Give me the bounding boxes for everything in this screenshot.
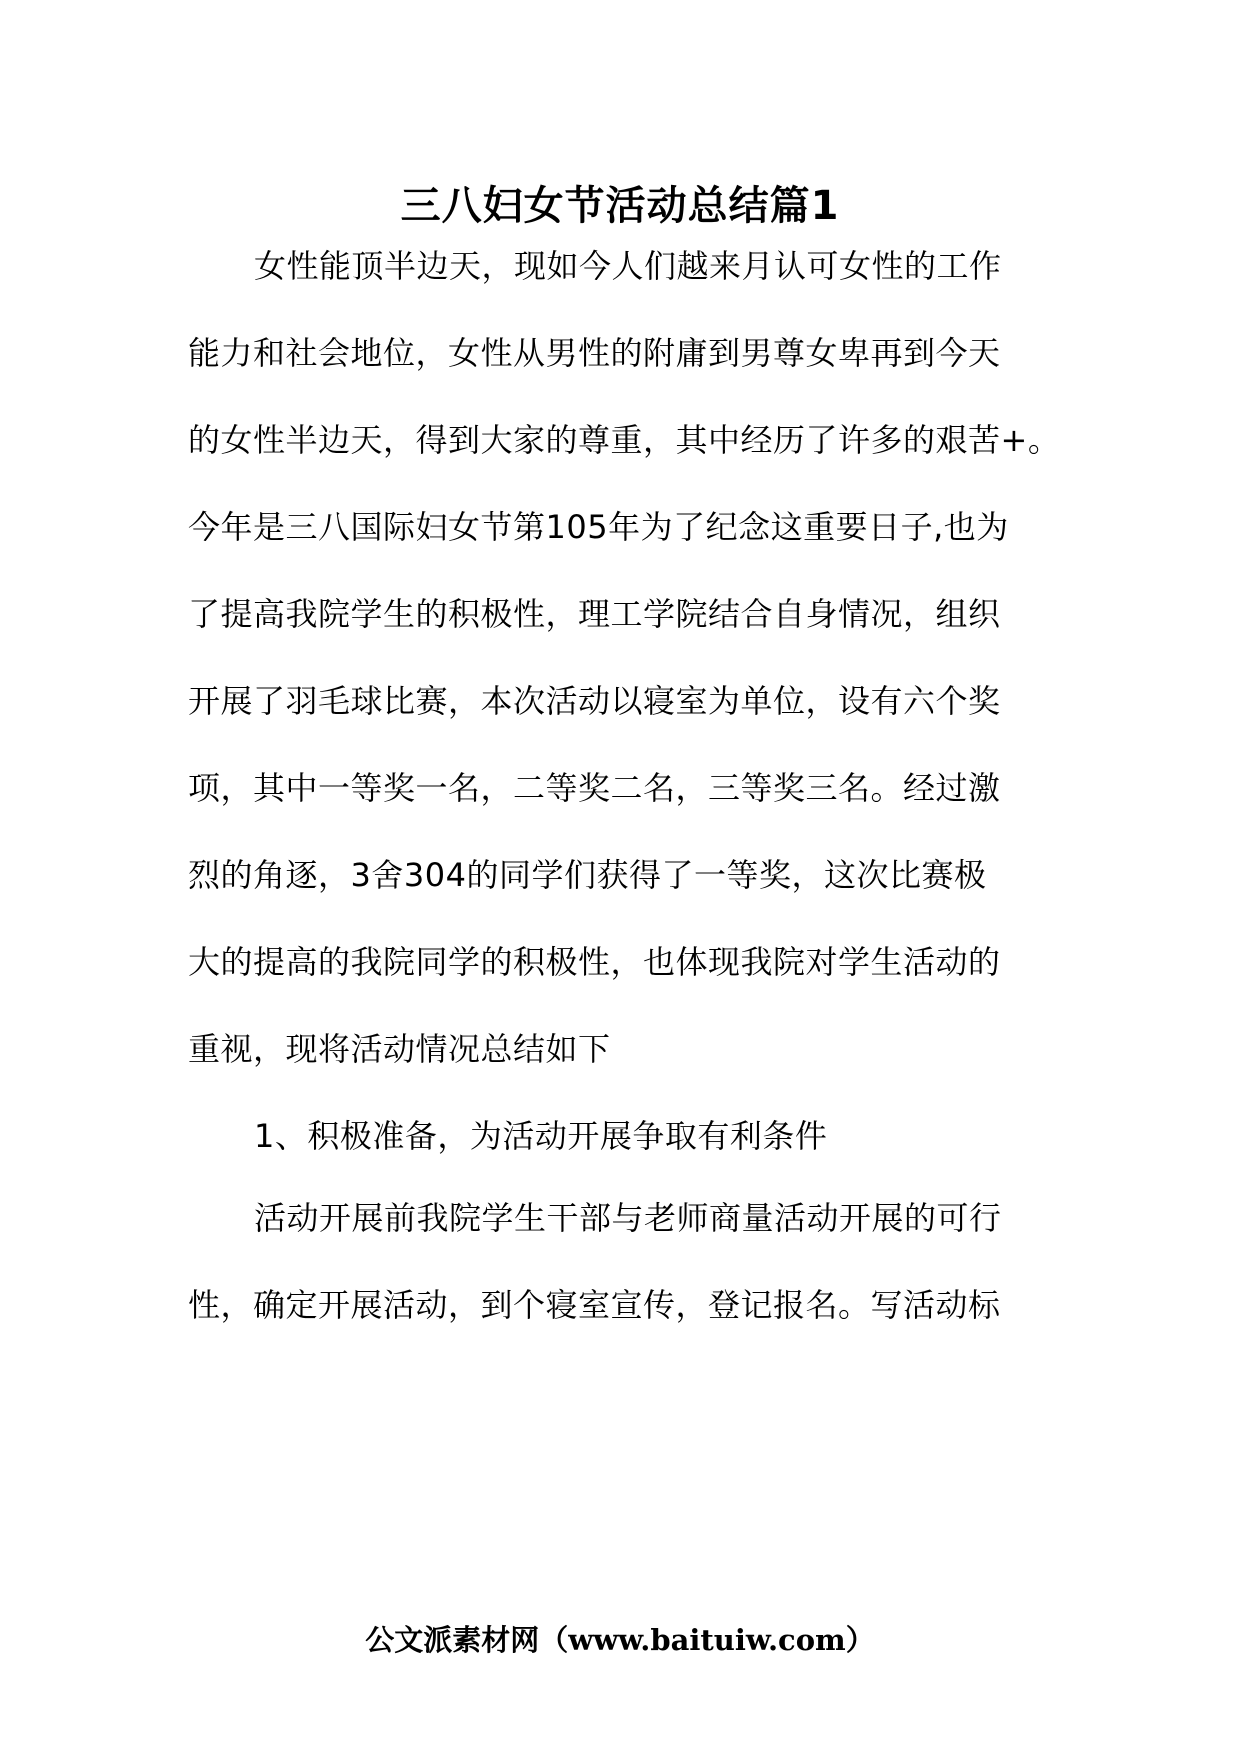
body-line-12: 性，确定开展活动，到个寝室宣传，登记报名。写活动标 [188, 1286, 1001, 1324]
body-line-11: 活动开展前我院学生干部与老师商量活动开展的可行 [254, 1199, 1002, 1237]
body-line-2: 能力和社会地位，女性从男性的附庸到男尊女卑再到今天 [188, 334, 1001, 372]
body-line-3: 的女性半边天，得到大家的尊重，其中经历了许多的艰苦+。 [188, 421, 1061, 459]
body-line-5: 了提高我院学生的积极性，理工学院结合自身情况，组织 [188, 595, 1001, 633]
footer-watermark: 公文派素材网（www.baituiw.com） [365, 1623, 875, 1657]
body-line-6: 开展了羽毛球比赛，本次活动以寝室为单位，设有六个奖 [188, 682, 1001, 720]
body-line-7: 项，其中一等奖一名，二等奖二名，三等奖三名。经过激 [188, 769, 1001, 807]
body-line-8: 烈的角逐，3舍304的同学们获得了一等奖，这次比赛极 [188, 856, 987, 894]
document-title: 三八妇女节活动总结篇1 [400, 183, 840, 229]
section-heading-1: 1、积极准备，为活动开展争取有利条件 [254, 1117, 828, 1155]
body-line-9: 大的提高的我院同学的积极性，也体现我院对学生活动的 [188, 943, 1001, 981]
body-line-4: 今年是三八国际妇女节第105年为了纪念这重要日子,也为 [188, 508, 1009, 546]
body-line-10: 重视，现将活动情况总结如下 [188, 1030, 611, 1068]
body-line-1: 女性能顶半边天，现如今人们越来月认可女性的工作 [254, 247, 1002, 285]
